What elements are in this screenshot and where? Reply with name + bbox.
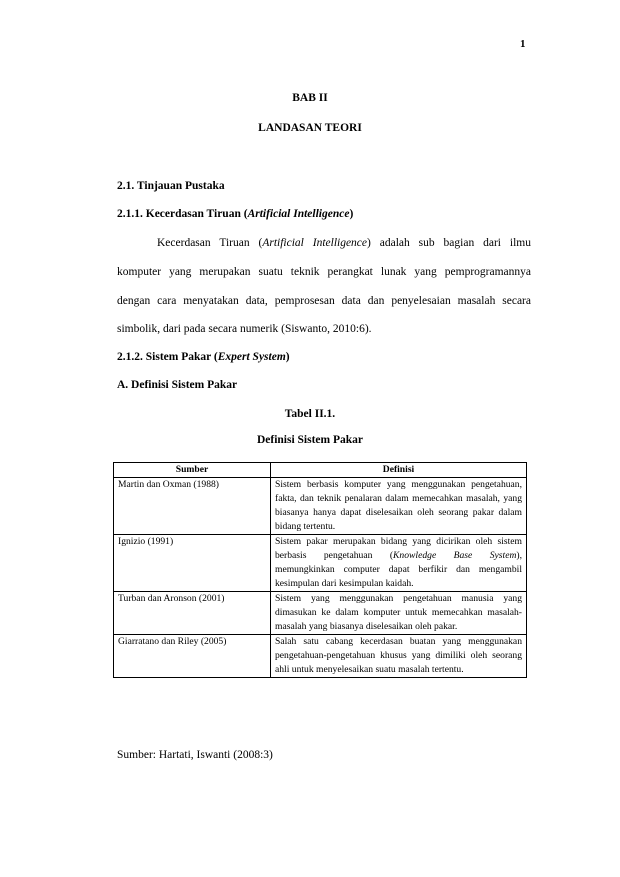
table-source-note: Sumber: Hartati, Iswanti (2008:3) xyxy=(117,749,273,761)
heading-suffix: ) xyxy=(285,351,290,363)
header-source: Sumber xyxy=(114,463,271,478)
definition-cell: Sistem yang menggunakan pengetahuan manusia yang dimasukan ke dalam komputer untuk memecahkan masalah-masalah yang biasanya diselesaikan oleh pakar. xyxy=(271,592,527,635)
table-label: Tabel II.1. xyxy=(284,408,336,420)
table-title: Definisi Sistem Pakar xyxy=(256,434,364,446)
table-header-row xyxy=(114,463,527,478)
source-cell: Ignizio (1991) xyxy=(114,535,271,592)
paragraph-line-4: simbolik, dari pada secara numerik (Siswanto, 2010:6). xyxy=(117,323,372,335)
heading-prefix: 2.1.1. Kecerdasan Tiruan ( xyxy=(117,208,248,220)
paragraph-line-2: komputer yang merupakan suatu teknik perangkat lunak yang pemprogramannya xyxy=(117,266,531,278)
heading-suffix: ) xyxy=(349,208,354,220)
source-cell: Giarratano dan Riley (2005) xyxy=(114,635,271,678)
definition-text: Sistem pakar merupakan bidang yang dicirikan oleh sistem berbasis pengetahuan ( xyxy=(275,536,522,561)
paragraph-text: ) adalah sub bagian dari ilmu xyxy=(367,237,531,249)
table-row xyxy=(114,478,527,535)
paragraph-line-3: dengan cara menyatakan data, pemprosesan data dan penyelesaian masalah secara xyxy=(117,295,531,307)
source-cell: Martin dan Oxman (1988) xyxy=(114,478,271,535)
source-cell: Turban dan Aronson (2001) xyxy=(114,592,271,635)
table-row xyxy=(114,635,527,678)
paragraph-text: Kecerdasan Tiruan ( xyxy=(157,237,263,249)
table-row xyxy=(114,535,527,592)
paragraph-line-1 xyxy=(117,237,531,249)
paragraph-italic: Artificial Intelligence xyxy=(262,237,368,249)
definition-italic: Knowledge Base System xyxy=(393,550,517,561)
chapter-title: LANDASAN TEORI xyxy=(258,122,362,134)
section-heading-2-1-2 xyxy=(117,351,290,363)
subsection-heading-a: A. Definisi Sistem Pakar xyxy=(117,379,238,391)
table-row xyxy=(114,592,527,635)
definition-cell: Sistem berbasis komputer yang menggunakan pengetahuan, fakta, dan teknik penalaran dalam memecahkan masalah, yang biasanya hanya dapat diselesaikan oleh seorang pakar dalam bidang tertentu. xyxy=(271,478,527,535)
page-number: 1 xyxy=(520,38,526,50)
heading-prefix: 2.1.2. Sistem Pakar ( xyxy=(117,351,218,363)
definition-table xyxy=(113,462,527,678)
definition-cell xyxy=(271,535,527,592)
definition-cell: Salah satu cabang kecerdasan buatan yang menggunakan pengetahuan-pengetahuan khusus yang dimiliki oleh seorang ahli untuk menyelesaikan suatu masalah tertentu. xyxy=(271,635,527,678)
heading-italic: Expert System xyxy=(217,351,286,363)
definition-text: ), memungkinkan computer dapat berfikir dan mengambil kesimpulan dari kesimpulan kaidah. xyxy=(275,550,522,589)
chapter-label: BAB II xyxy=(292,92,328,104)
section-heading-2-1: 2.1. Tinjauan Pustaka xyxy=(117,180,225,192)
heading-italic: Artificial Intelligence xyxy=(247,208,350,220)
section-heading-2-1-1 xyxy=(117,208,353,220)
header-definition: Definisi xyxy=(271,463,527,478)
